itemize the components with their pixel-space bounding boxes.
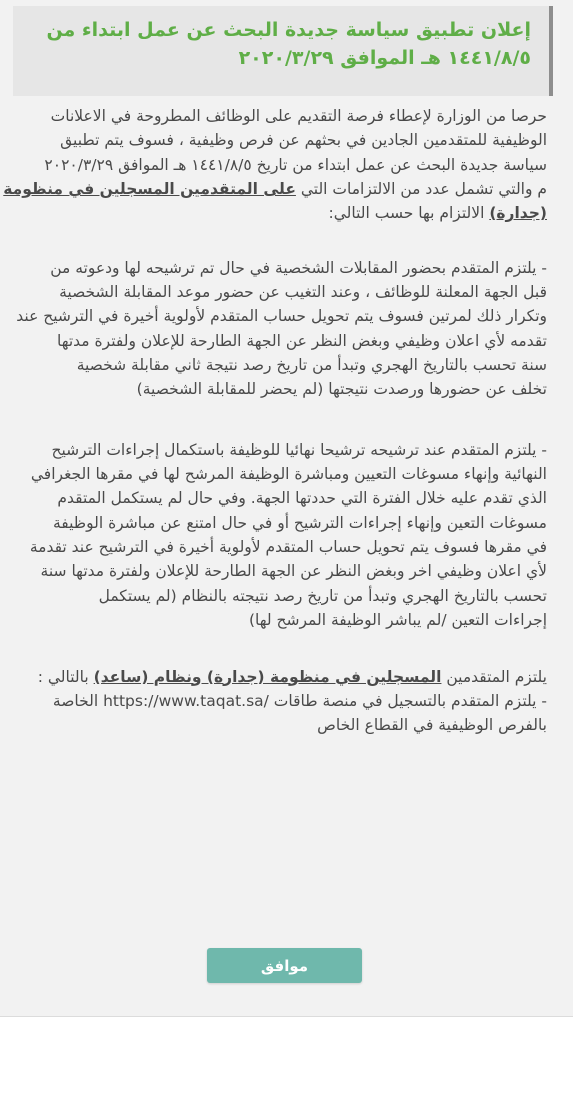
intro-text: الالتزام بها حسب التالي:: [328, 204, 490, 223]
rule1-line: تقدمه لأي اعلان وظيفي وبغض النظر عن الجهة الطارحة للإعلان ولفترة مدتها: [56, 331, 547, 350]
announcement-body: [3, 104, 547, 737]
rule1-line: تخلف عن حضورها ورصدت نتيجتها (لم يحضر للمقابلة الشخصية): [136, 380, 547, 399]
intro-line: حرصا من الوزارة لإعطاء فرصة التقديم على الوظائف المطروحة في الاعلانات: [50, 107, 547, 125]
agree-button[interactable]: موافق: [207, 948, 362, 983]
rule1-line: - يلتزم المتقدم بحضور المقابلات الشخصية في حال تم ترشيحه لها ودعوته من: [50, 258, 547, 277]
rule3-line: بالفرص الوظيفية في القطاع الخاص: [317, 716, 547, 735]
rule1-line: سنة تحسب بالتاريخ الهجري وتبدأ من تاريخ رصد نتيجة ثاني مقابلة شخصية: [76, 355, 547, 374]
rule2-line: إجراءات التعين /لم يباشر الوظيفة المرشح لها): [248, 610, 547, 629]
rule2-line: - يلتزم المتقدم عند ترشيحه ترشيحا نهائيا للوظيفة باستكمال إجراءات الترشيح: [51, 440, 547, 459]
jadara-saed-emphasis: المسجلين في منظومة (جدارة) ونظام (ساعد): [93, 667, 442, 686]
rule3-line: [19, 665, 547, 689]
rule3-text: الخاصة: [52, 691, 104, 710]
jadara-emphasis: (جدارة): [489, 204, 547, 223]
intro-text: م والتي تشمل عدد من الالتزامات التي: [295, 179, 547, 198]
intro-line: [19, 201, 547, 225]
rule2-line: تحسب بالتاريخ الهجري وتبدأ من تاريخ رصد نتيجته بالنظام (لم يستكمل: [98, 586, 547, 605]
rule2-line: النهائية وإنهاء مسوغات التعيين ومباشرة الوظيفة المرشح لها في مقرها الجغرافي: [30, 465, 547, 484]
announcement-title: إعلان تطبيق سياسة جديدة البحث عن عمل ابتداء من: [46, 19, 531, 41]
rule1-line: قبل الجهة المعلنة للوظائف ، وعند التغيب عن حضور موعد المقابلة الشخصية: [59, 283, 547, 302]
rule2-line: الذي تقدم عليه خلال الفترة التي حددتها الجهة. وفي حال لم يستكمل المتقدم: [57, 489, 547, 508]
rule3-text: يلتزم المتقدمين: [441, 667, 547, 686]
registered-applicants-emphasis: على المتقدمين المسجلين في منظومة: [3, 179, 296, 198]
rule3-text: بالتالي :: [37, 667, 94, 686]
rule2-line: مسوغات التعين وإنهاء إجراءات الترشيح أو في حال امتنع عن مباشرة الوظيفة: [52, 513, 547, 532]
rule2-line: لأي اعلان وظيفي اخر وبغض النظر عن الجهة الطارحة للإعلان ولفترة مدتها سنة: [40, 562, 547, 581]
announcement-header: [13, 6, 553, 96]
rule2-line: في مقرها فسوف يتم تحويل حساب المتقدم لأولوية أخيرة في الترشيح عند تقدمة: [29, 538, 547, 557]
intro-line: [3, 177, 547, 201]
intro-line: سياسة جديدة البحث عن عمل ابتداء من تاريخ ١٤٤١/٨/٥ هـ الموافق ٢٠٢٠/٣/٢٩: [44, 155, 547, 174]
rule1-line: وتكرار ذلك لمرتين فسوف يتم تحويل حساب المتقدم لأولوية أخيرة في الترشيح عند: [16, 307, 547, 326]
intro-line: الوظيفية للمتقدمين الجادين في بحثهم عن فرص وظيفية ، فسوف يتم تطبيق: [60, 131, 547, 150]
rule3-text: - يلتزم المتقدم بالتسجيل في منصة طاقات: [268, 691, 547, 710]
announcement-date: ١٤٤١/٨/٥ هـ الموافق ٢٠٢٠/٣/٢٩: [238, 47, 531, 69]
taqat-link[interactable]: https://www.taqat.sa/: [103, 691, 269, 710]
rule3-line: [19, 689, 547, 713]
